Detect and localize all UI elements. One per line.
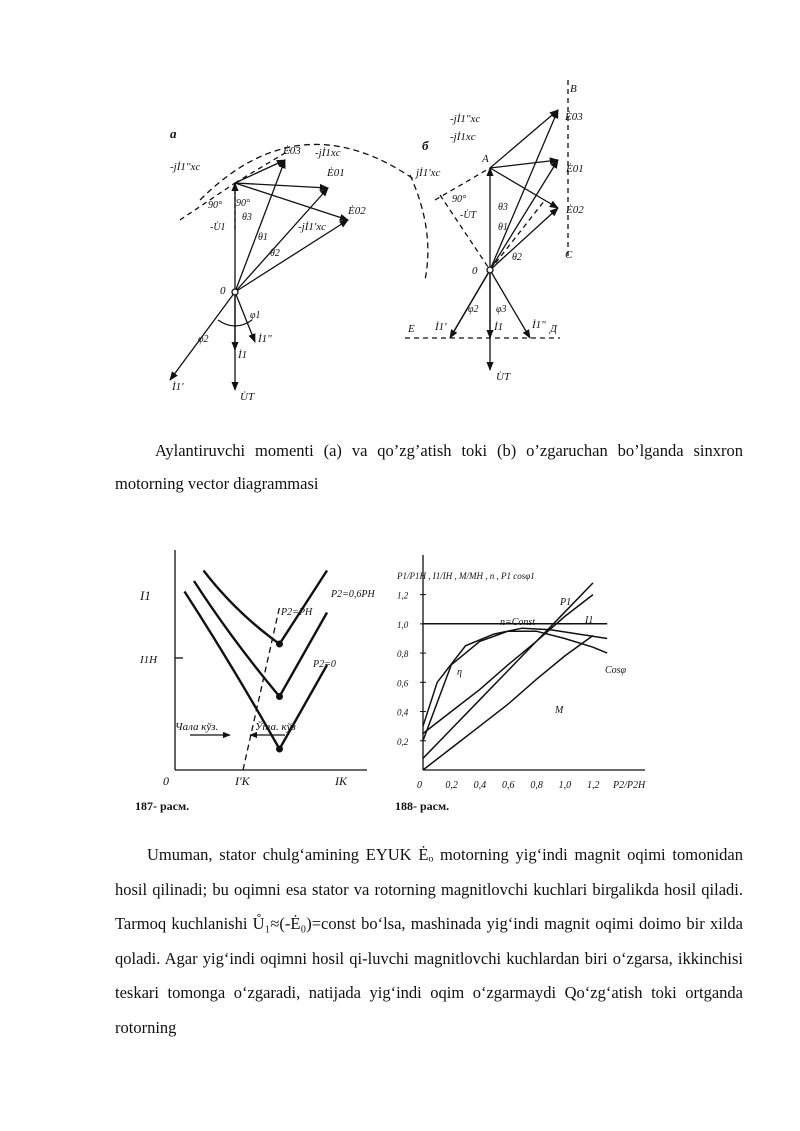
curve-label-p2-06: P2=0,6PH [331,589,375,600]
svg-text:0: 0 [472,265,478,277]
fig188-curves [423,583,607,770]
svg-text:İ1: İ1 [238,349,248,361]
figure-187 [135,545,375,820]
svg-text:-jİ1xc: -jİ1xc [450,131,476,143]
fig187-left-text: Чала кўз. [175,721,219,733]
fig187-origin: 0 [163,774,169,788]
svg-text:jİ1'xc: jİ1'xc [416,167,441,179]
svg-text:U̇T: U̇T [496,371,511,383]
fig188-x-tick-label: 1,2 [587,780,600,791]
svg-text:φ2: φ2 [198,334,209,345]
svg-text:θ3: θ3 [498,202,508,213]
fig188-x-tick-label: 0,2 [445,780,458,791]
svg-text:φ3: φ3 [496,304,507,315]
svg-text:-jİ1"xc: -jİ1"xc [170,161,201,173]
fig188-curve-3 [423,595,593,734]
curve-label-n: n=Const [500,617,536,628]
svg-text:-U̇T: -U̇T [460,210,477,221]
fig188-x-tick-label: 0 [417,780,422,791]
svg-text:İ1': İ1' [172,381,184,393]
fig187-y-label: I1 [140,588,151,603]
fig188-y-tick-label: 1,0 [397,619,409,630]
figure-caption: Aylantiruvchi momenti (a) va qo’zg’atish toki (b) o’zgaruchan bo’lganda sinxron motorning vector diagrammasi [115,441,743,493]
fig187-y-tick: I1H [140,654,158,666]
curve-label-p2-pn: P2=PH [281,607,313,618]
svg-text:U̇T: U̇T [240,391,255,403]
fig188-labels [395,571,646,813]
svg-text:Ė03: Ė03 [283,145,301,157]
fig187-x-label: IK [335,774,347,788]
fig187-labels [135,588,375,813]
curve-label-p1: P1 [560,597,572,608]
svg-text:90°: 90° [452,194,466,205]
fig188-x-label: P2/P2H [613,780,646,791]
fig188-x-tick-label: 0,4 [473,780,487,791]
fig187-right-text: Ўта. кўз [255,721,296,733]
panel-b-letter: б [422,138,429,153]
fig188-y-tick-label: 0,2 [397,736,409,747]
svg-text:B: B [570,83,577,95]
fig187-min-point-3 [276,641,283,648]
svg-text:İ1: İ1 [494,321,504,333]
fig188-curve-5 [423,636,593,771]
svg-text:E: E [408,323,415,335]
svg-text:-jİ1xc: -jİ1xc [315,147,341,159]
vector-diagram-a [170,144,428,390]
fig187-min-point-1 [276,746,283,753]
body-paragraph: Umuman, stator chulg‘amining EYUK Ėₒ motorning yig‘indi magnit oqimi tomonidan hosil qilinadi; bu oqimni esa stator va rotorning magnitlovchi kuchlari birgalikda hosil qiladi. Tarmoq kuchlanishi Ů₁≈(-Ė₀)=const bo‘lsa, mashinada yig‘indi magnit oqimi doimo bir xilda qoladi. Agar yig‘indi oqimni hosil qi-luvchi magnitlovchi kuchlardan biri o‘zgarsa, ikkinchisi teskari tomonga o‘zgaradi, natijada yig‘indi oqim o‘zgarmaydi Qo‘zg‘atish toki ortganda rotorning [115,845,743,1037]
fig188-x-tick-label: 0,6 [502,780,515,791]
svg-text:φ1: φ1 [250,310,261,321]
panel-a-letter: a [170,126,177,141]
fig188-axes [397,591,600,791]
fig188-x-tick-label: 1,0 [558,780,572,791]
svg-text:90°: 90° [208,200,222,211]
fig188-y-tick-label: 0,8 [397,649,409,660]
fig188-y-tick-label: 0,6 [397,678,409,689]
fig188-header: P1/P1H , I1/IH , M/MH , n , P1 cosφ1 [397,571,535,581]
svg-text:φ2: φ2 [468,304,479,315]
svg-text:-U̇1: -U̇1 [210,222,226,233]
fig188-x-tick-label: 0,8 [530,780,543,791]
fig187-min-point-2 [276,693,283,700]
fig187-x-tick: I'K [235,774,250,788]
curve-label-m: M [555,705,564,716]
svg-text:Ė03: Ė03 [565,111,583,123]
svg-text:90°: 90° [236,198,250,209]
svg-text:-jİ1'xc: -jİ1'xc [298,221,326,233]
svg-text:İ1': İ1' [435,321,447,333]
svg-text:θ2: θ2 [270,248,280,259]
curve-label-eta: η [457,667,462,678]
svg-text:θ2: θ2 [512,252,522,263]
fig188-caption: 188- расм. [395,799,450,813]
svg-text:0: 0 [220,285,226,297]
curve-label-p2-0: P2=0 [313,659,336,670]
svg-text:Д: Д [550,323,557,335]
svg-text:İ1": İ1" [532,319,546,331]
svg-text:Ė02: Ė02 [348,205,366,217]
vector-diagram-figure [150,80,620,410]
svg-text:Ė01: Ė01 [566,163,584,175]
svg-text:İ1": İ1" [258,333,272,345]
svg-text:-jİ1"xc: -jİ1"xc [450,113,481,125]
svg-text:Ė02: Ė02 [566,204,584,216]
svg-text:θ1: θ1 [258,232,268,243]
svg-text:C: C [565,249,573,261]
curve-label-cos: Cosφ [605,665,627,676]
fig187-caption: 187- расм. [135,799,190,813]
fig188-y-tick-label: 1,2 [397,590,409,601]
figure-188 [395,545,655,820]
fig188-curve-4 [423,631,607,741]
svg-text:θ1: θ1 [498,222,508,233]
fig188-y-tick-label: 0,4 [397,707,409,718]
svg-text:Ė01: Ė01 [327,167,345,179]
svg-text:θ3: θ3 [242,212,252,223]
curve-label-i1: I1 [585,615,594,626]
svg-text:A: A [482,153,489,165]
